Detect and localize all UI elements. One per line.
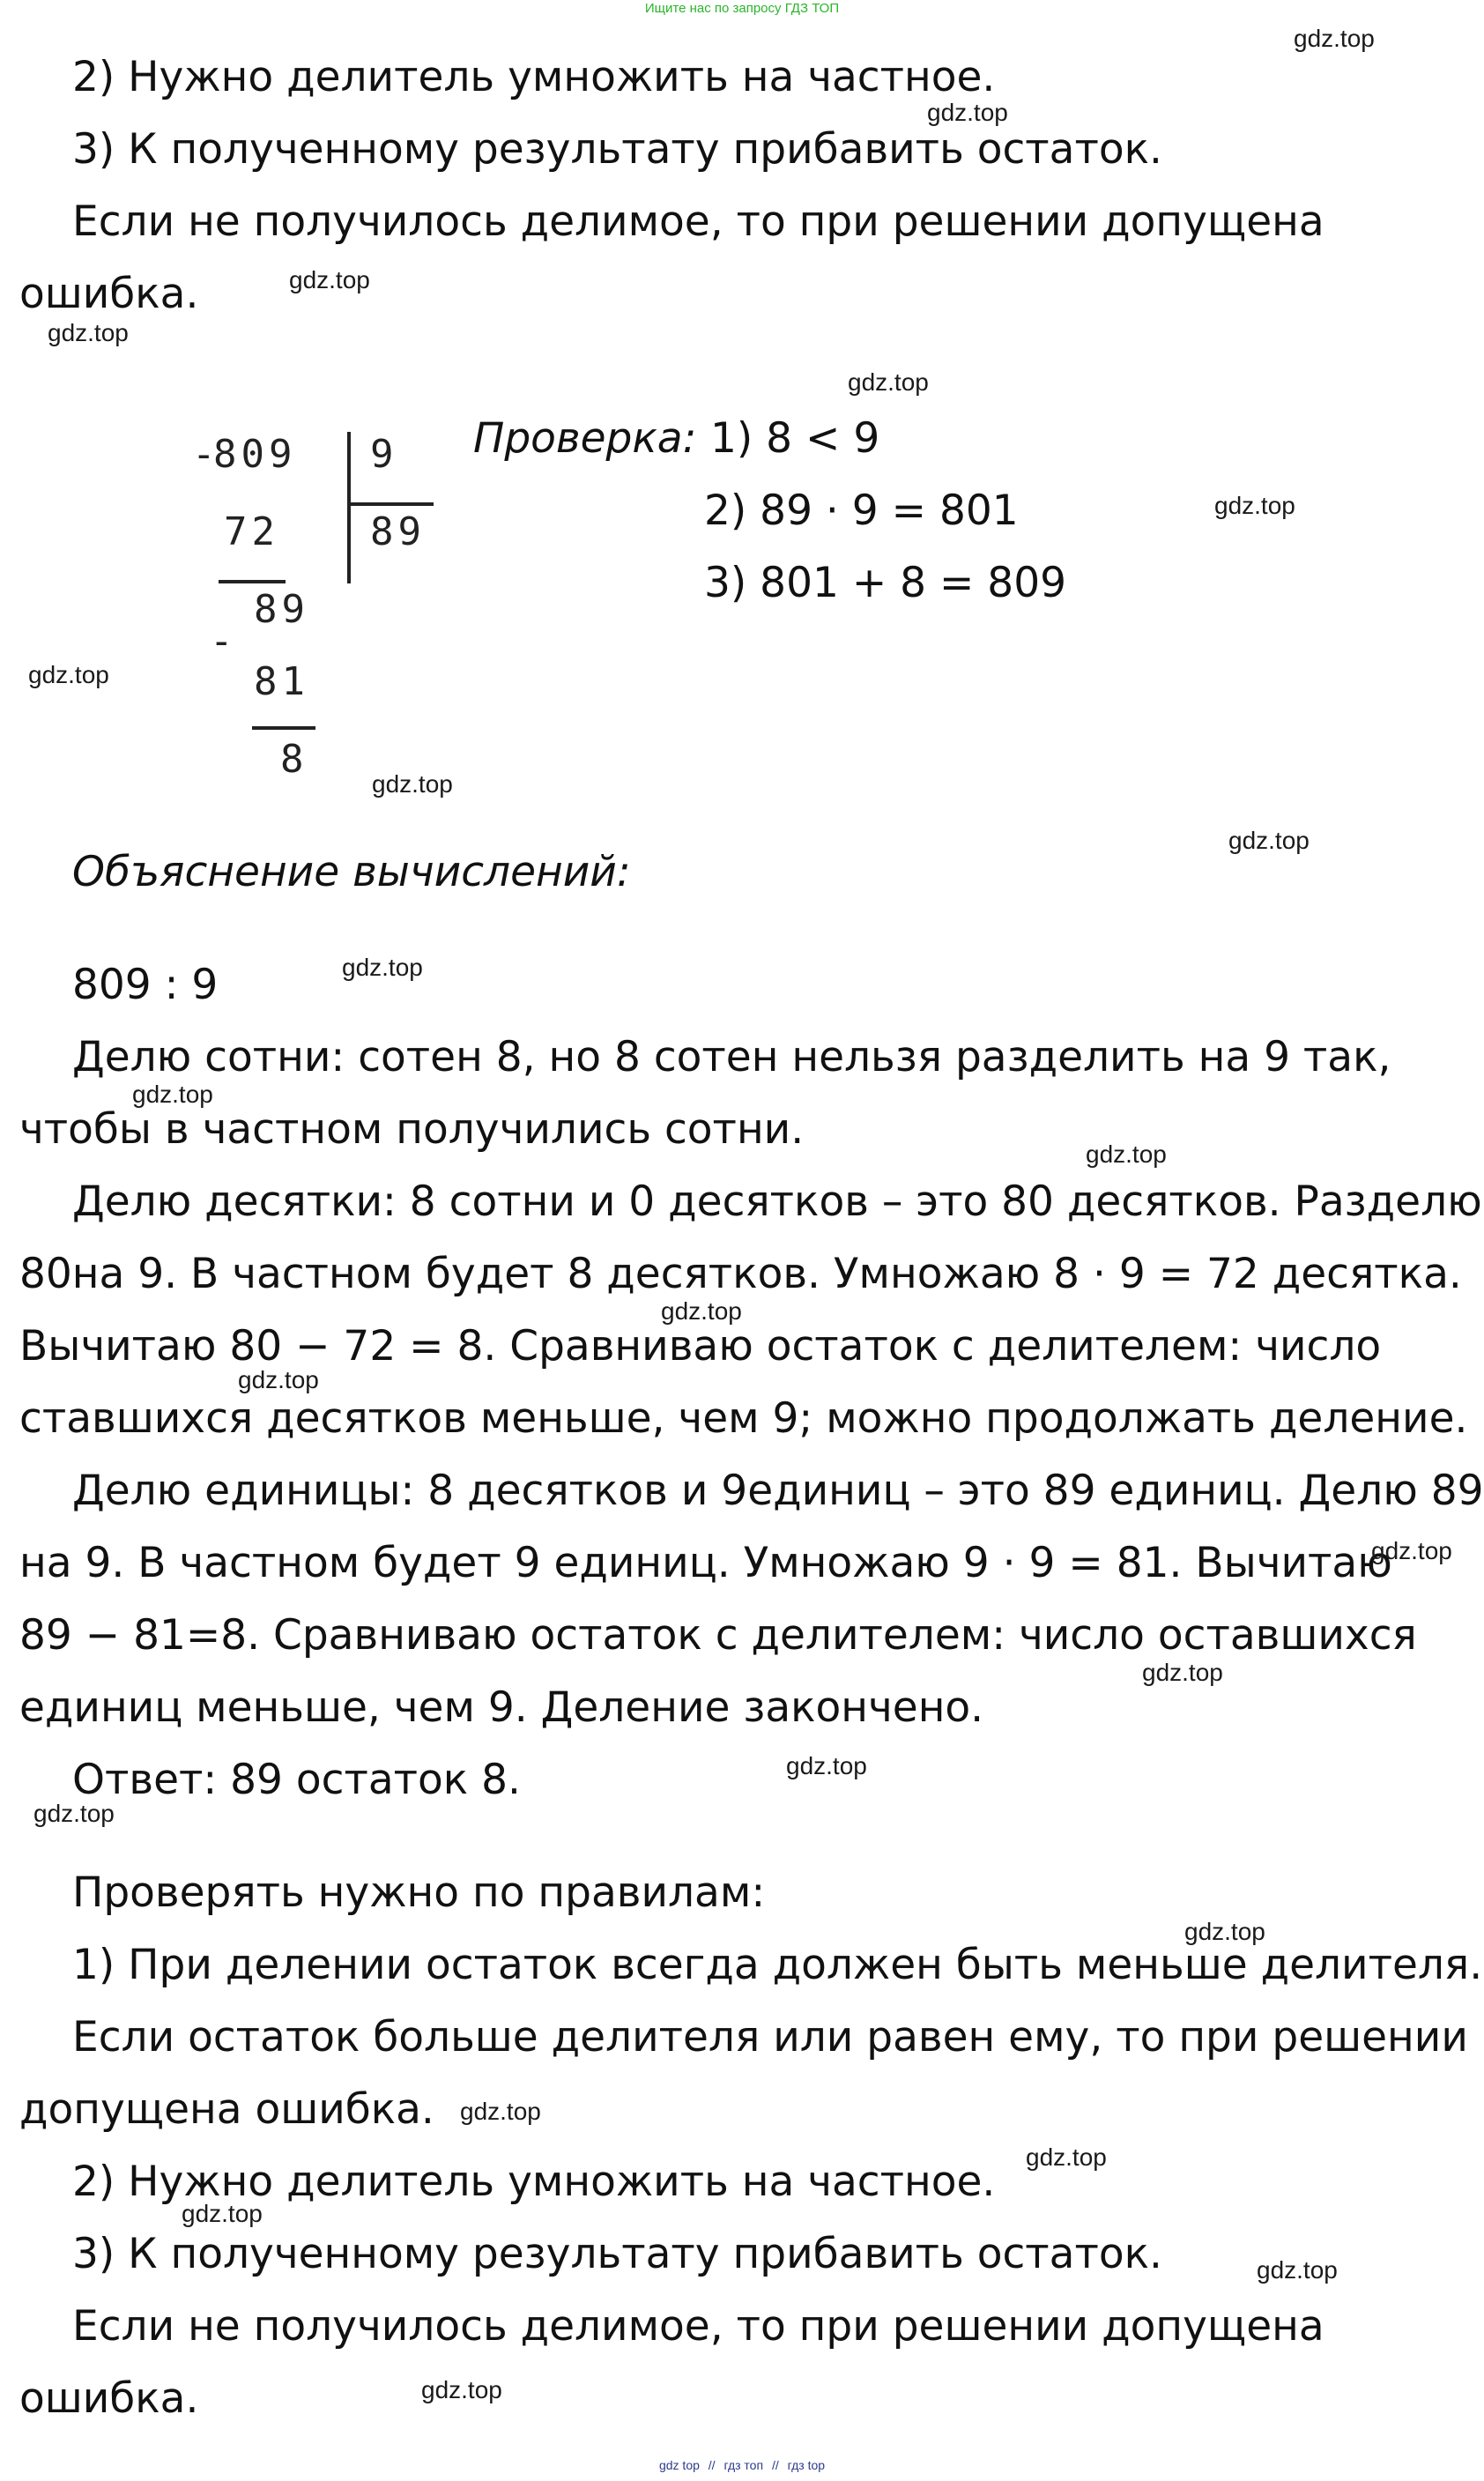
footer-separator: // bbox=[708, 2458, 716, 2472]
explanation-expression: 809 : 9 bbox=[72, 961, 219, 1009]
watermark: gdz.top bbox=[848, 368, 929, 396]
watermark: gdz.top bbox=[1294, 25, 1375, 52]
watermark: gdz.top bbox=[132, 1081, 213, 1108]
watermark: gdz.top bbox=[48, 319, 129, 346]
rule-add-remainder: 3) К полученному результату прибавить остаток. bbox=[72, 125, 1162, 174]
watermark: gdz.top bbox=[1086, 1140, 1167, 1168]
rule-error-line2: ошибка. bbox=[19, 270, 199, 318]
watermark: gdz.top bbox=[1228, 827, 1310, 854]
watermark: gdz.top bbox=[1257, 2256, 1338, 2284]
explanation-heading: Объяснение вычислений: bbox=[72, 848, 631, 896]
watermark: gdz.top bbox=[1184, 1918, 1265, 1945]
answer: Ответ: 89 остаток 8. bbox=[72, 1756, 521, 1804]
rule-error-line1: Если не получилось делимое, то при решении допущена bbox=[72, 197, 1324, 246]
top-banner[interactable]: Ищите нас по запросу ГДЗ ТОП bbox=[644, 1, 840, 16]
footer-link-3[interactable]: гдз top bbox=[787, 2458, 826, 2472]
rules-intro: Проверять нужно по правилам: bbox=[72, 1868, 766, 1917]
watermark: gdz.top bbox=[1142, 1659, 1223, 1686]
footer-links bbox=[0, 2457, 1484, 2473]
explanation-line-6: ставшихся десятков меньше, чем 9; можно продолжать деление. bbox=[19, 1394, 1468, 1443]
division-quotient: 89 bbox=[370, 509, 426, 554]
explanation-line-8: на 9. В частном будет 9 единиц. Умножаю 9 · 9 = 81. Вычитаю bbox=[19, 1539, 1392, 1587]
watermark: gdz.top bbox=[421, 2376, 502, 2403]
division-vertical-line bbox=[347, 432, 351, 583]
watermark: gdz.top bbox=[372, 770, 453, 798]
rules-multiply: 2) Нужно делитель умножить на частное. bbox=[72, 2158, 996, 2206]
check-line-2: 2) 89 · 9 = 801 bbox=[704, 487, 1019, 535]
explanation-line-1: Делю сотни: сотен 8, но 8 сотен нельзя разделить на 9 так, bbox=[72, 1033, 1391, 1081]
watermark: gdz.top bbox=[1214, 492, 1295, 519]
watermark: gdz.top bbox=[460, 2098, 541, 2125]
watermark: gdz.top bbox=[289, 266, 370, 293]
check-line-3: 3) 801 + 8 = 809 bbox=[704, 559, 1067, 607]
explanation-line-3: Делю десятки: 8 сотни и 0 десятков – это 80 десятков. Разделю bbox=[72, 1177, 1482, 1226]
watermark: gdz.top bbox=[927, 99, 1008, 126]
division-underline-2 bbox=[252, 726, 315, 730]
division-underline-1 bbox=[219, 580, 286, 583]
check-label: Проверка: bbox=[473, 414, 697, 463]
rule-multiply: 2) Нужно делитель умножить на частное. bbox=[72, 53, 996, 101]
rules-error-line1: Если остаток больше делителя или равен ему, то при решении bbox=[72, 2013, 1468, 2061]
division-minus-1: - bbox=[192, 432, 220, 477]
explanation-line-2: чтобы в частном получились сотни. bbox=[19, 1105, 805, 1154]
rules-final-line2: ошибка. bbox=[19, 2374, 199, 2423]
rules-final-line1: Если не получилось делимое, то при решении допущена bbox=[72, 2302, 1324, 2351]
division-minus-2: - bbox=[210, 619, 238, 664]
division-dividend: 809 bbox=[213, 432, 297, 477]
footer-separator: // bbox=[771, 2458, 779, 2472]
watermark: gdz.top bbox=[28, 661, 109, 688]
explanation-line-9: 89 − 81=8. Сравниваю остаток с делителем: число оставшихся bbox=[19, 1611, 1417, 1660]
check-line-1: 1) 8 < 9 bbox=[710, 414, 880, 463]
division-divisor: 9 bbox=[370, 432, 398, 477]
watermark: gdz.top bbox=[786, 1752, 867, 1779]
rules-error-line2: допущена ошибка. bbox=[19, 2085, 434, 2134]
rules-add-remainder: 3) К полученному результату прибавить остаток. bbox=[72, 2230, 1162, 2278]
division-subtrahend-2: 81 bbox=[254, 659, 309, 704]
watermark: gdz.top bbox=[661, 1297, 742, 1325]
watermark: gdz.top bbox=[342, 954, 423, 981]
division-quotient-line bbox=[347, 502, 434, 506]
explanation-line-7: Делю единицы: 8 десятков и 9единиц – это 89 единиц. Делю 89 bbox=[72, 1467, 1484, 1515]
watermark: gdz.top bbox=[238, 1366, 319, 1393]
explanation-line-10: единиц меньше, чем 9. Деление закончено. bbox=[19, 1683, 984, 1732]
footer-link-2[interactable]: гдз топ bbox=[723, 2458, 764, 2472]
watermark: gdz.top bbox=[1371, 1537, 1452, 1564]
rules-remainder-less: 1) При делении остаток всегда должен быть меньше делителя. bbox=[72, 1941, 1483, 1989]
division-remainder: 8 bbox=[280, 737, 308, 782]
explanation-line-5: Вычитаю 80 − 72 = 8. Сравниваю остаток с делителем: число bbox=[19, 1322, 1382, 1370]
watermark: gdz.top bbox=[182, 2200, 263, 2227]
watermark: gdz.top bbox=[1026, 2143, 1107, 2171]
footer-link-1[interactable]: gdz top bbox=[658, 2458, 700, 2472]
watermark: gdz.top bbox=[33, 1800, 115, 1827]
division-subtrahend-1: 72 bbox=[224, 509, 279, 554]
division-partial-2: 89 bbox=[254, 587, 309, 632]
explanation-line-4: 80на 9. В частном будет 8 десятков. Умножаю 8 · 9 = 72 десятка. bbox=[19, 1250, 1462, 1298]
